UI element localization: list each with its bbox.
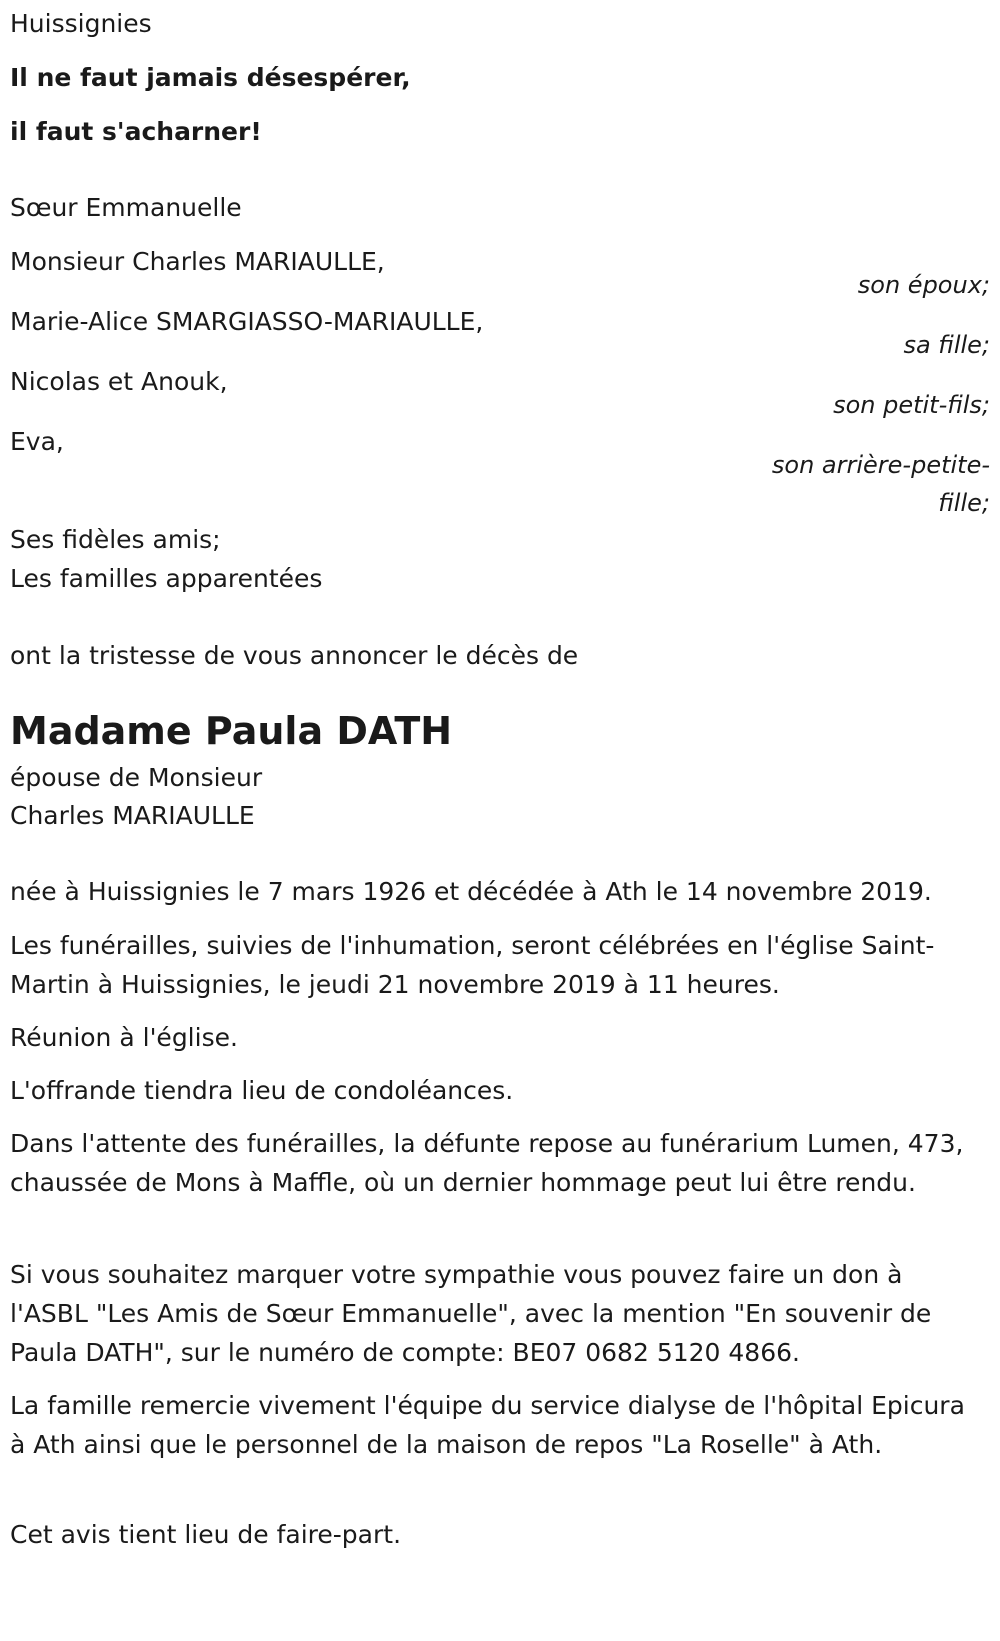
funeral-paragraph: Les funérailles, suivies de l'inhumation, seront célébrées en l'église Saint-Martin à Huissignies, le jeudi 21 novembre 2019 à 11 heures. [10, 931, 935, 999]
location-label: Huissignies [10, 9, 152, 38]
spouse-line-2: Charles MARIAULLE [10, 801, 255, 830]
donation-paragraph: Si vous souhaitez marquer votre sympathie vous pouvez faire un don à l'ASBL "Les Amis de Sœur Emmanuelle", avec la mention "En souvenir de Paula DATH", sur le numéro de compte: BE07 0682 5120 4866. [10, 1260, 932, 1367]
meeting-paragraph: Réunion à l'église. [10, 1023, 238, 1052]
family-member-relation: son arrière-petite-fille; [771, 451, 990, 517]
family-member-relation: son petit-fils; [833, 391, 990, 419]
quote-line-2: il faut s'acharner! [10, 117, 262, 146]
quote-author: Sœur Emmanuelle [10, 193, 242, 222]
family-member-name: Eva, [10, 427, 64, 456]
deceased-name: Madame Paula DATH [10, 709, 453, 753]
offering-paragraph: L'offrande tiendra lieu de condoléances. [10, 1076, 514, 1105]
closing-paragraph: Cet avis tient lieu de faire-part. [10, 1520, 402, 1549]
relatives-line: Les familles apparentées [10, 564, 323, 593]
friends-line: Ses fidèles amis; [10, 525, 221, 554]
family-member-name: Monsieur Charles MARIAULLE, [10, 247, 385, 276]
funerarium-paragraph: Dans l'attente des funérailles, la défunte repose au funérarium Lumen, 473, chaussée de Mons à Maffle, où un dernier hommage peut lui être rendu. [10, 1129, 964, 1197]
quote-line-1: Il ne faut jamais désespérer, [10, 63, 411, 92]
family-member-relation: son époux; [857, 271, 990, 299]
family-member-name: Marie-Alice SMARGIASSO-MARIAULLE, [10, 307, 484, 336]
announcement-text: ont la tristesse de vous annoncer le décès de [10, 641, 579, 670]
birth-death-paragraph: née à Huissignies le 7 mars 1926 et décédée à Ath le 14 novembre 2019. [10, 877, 932, 906]
family-member-relation: sa fille; [903, 331, 990, 359]
spouse-line-1: épouse de Monsieur [10, 763, 263, 792]
family-member-name: Nicolas et Anouk, [10, 367, 228, 396]
thanks-paragraph: La famille remercie vivement l'équipe du service dialyse de l'hôpital Epicura à Ath ainsi que le personnel de la maison de repos "La Roselle" à Ath. [10, 1391, 965, 1459]
